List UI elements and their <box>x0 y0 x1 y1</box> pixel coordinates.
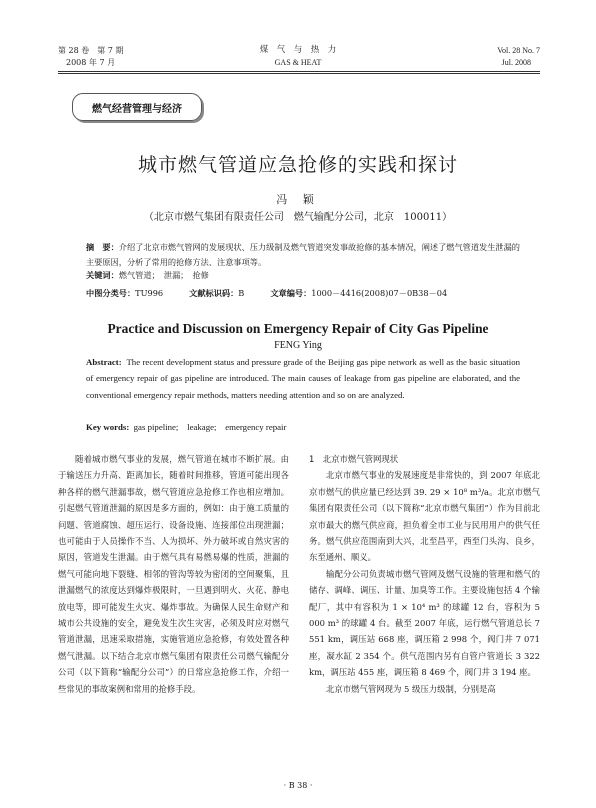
doc-code-value: B <box>238 288 245 298</box>
header-journal-en: GAS & HEAT <box>274 58 322 67</box>
article-title-en: Practice and Discussion on Emergency Repair of City Gas Pipeline <box>107 321 489 336</box>
clc-value: TU996 <box>135 288 164 298</box>
article-title: 城市燃气管道应急抢修的实践和探讨 <box>137 154 458 176</box>
header-volume-en: Vol. 28 No. 7 <box>497 46 540 55</box>
header-rule-bottom <box>58 73 540 74</box>
body-column-right <box>309 451 540 697</box>
article-id-label: 文章编号： <box>270 288 312 298</box>
classification-line <box>86 288 447 299</box>
body-paragraph-2: 输配分公司负责城市燃气管网及燃气设施的管理和燃气的储存、调峰、调压、计量、加臭等工作。主要设施包括 4 个输配厂，其中有容积为 1 × 10⁴ m³ 的球罐 12 台，容积为 5 000 m³ 的球罐 4 台。截至 2007 年底，运行燃气管道总长 7 551 km，调压站 668 座，调压箱 2 998 个，阀门井 7 071 座，凝水缸 2 354 个。供气范围内另有自管户管道长 3 322 km，调压站 455 座，调压箱 8 469 个，阀门井 3 194 座。 <box>309 568 540 678</box>
article-id-value: 1000－4416(2008)07－0B38－04 <box>311 288 448 298</box>
header-volume-cn: 第 28 卷 第 7 期 <box>58 46 124 55</box>
header-date-en: Jul. 2008 <box>501 58 531 67</box>
doc-code-label: 文献标识码： <box>189 288 239 298</box>
abstract-cn-text: 介绍了北京市燃气管网的发展现状、压力级制及燃气管道突发事故抢修的基本情况，阐述了燃气管道发生泄漏的主要原因，分析了常用的抢修方法、注意事项等。 <box>86 242 520 267</box>
keywords-cn-text: 燃气管道； 泄漏； 抢修 <box>118 270 209 280</box>
author-affiliation: （北京市燃气集团有限责任公司 燃气输配分公司，北京 100011） <box>143 212 453 223</box>
body-paragraph-intro: 随着城市燃气事业的发展，燃气管道在城市不断扩展。由于输送压力升高、距离加长，随着时间推移，管道可能出现各种各样的燃气泄漏事故，燃气管道应急抢修工作也相应增加。引起燃气管道泄漏的原因是多方面的，例如：由于施工质量的问题、管道腐蚀、超压运行、设备设施、连接部位出现泄漏；也可能由于人员操作不当、人为损坏、外力破坏或自然灾害的原因，管道发生泄漏。由于燃气具有易燃易爆的性质，泄漏的燃气可能向地下裂缝、相邻的管沟等较为密闭的空间聚集，且泄漏燃气的浓度达到爆炸极限时，一旦遇到明火、火花、静电放电等，即可能发生火灾、爆炸事故。为确保人民生命财产和城市公共设施的安全，避免发生次生灾害，必须及时应对燃气管道泄漏，迅速采取措施，实施管道应急抢修，有效处置各种燃气泄漏。以下结合北京市燃气集团有限责任公司燃气输配分公司（以下简称“输配分公司”）的日常应急抢修工作，介绍一些常见的事故案例和常用的抢修手段。 <box>58 454 289 694</box>
section-heading-1: 1 北京市燃气管网现状 <box>309 454 399 464</box>
header-date-cn: 2008 年 7 月 <box>66 58 116 67</box>
clc-label: 中图分类号： <box>86 288 136 298</box>
author-name: 冯 颖 <box>276 193 320 206</box>
keywords-en <box>86 420 286 433</box>
abstract-en <box>86 354 520 403</box>
header-rule-top <box>58 71 540 72</box>
body-column-left <box>58 451 289 697</box>
header-journal-cn: 煤 气 与 热 力 <box>259 45 337 55</box>
abstract-cn <box>86 240 522 270</box>
keywords-cn <box>86 270 209 281</box>
section-tag <box>72 93 202 121</box>
keywords-en-label: Key words: <box>86 422 130 432</box>
section-tag-label: 燃气经营管理与经济 <box>92 104 182 115</box>
keywords-cn-label: 关键词： <box>86 270 119 280</box>
author-name-en: FENG Ying <box>274 340 322 351</box>
abstract-en-text: The recent development status and pressure grade of the Beijing gas pipe network as well as the basic situation of emergency repair of gas pipeline are introduced. The main causes of leakage from gas pipeline are elaborated, and the conventional emergency repair methods, matters needing attention and so on are analyzed. <box>86 357 520 400</box>
abstract-cn-label: 摘 要： <box>86 242 119 252</box>
body-paragraph-1: 北京市燃气事业的发展速度是非常快的，到 2007 年底北京市燃气的供应量已经达到 39. 29 × 10⁸ m³/a。北京市燃气集团有限责任公司（以下简称“北京市燃气集团”）作为目前北京市最大的燃气供应商，担负着全市工业与民用用户的供气任务。燃气供应范围南到大兴，北至昌平，西至门头沟、良乡，东至通州、顺义。 <box>309 470 540 563</box>
body-paragraph-3: 北京市燃气管网现为 5 级压力级制，分别是高 <box>326 683 496 694</box>
abstract-en-label: Abstract: <box>86 357 122 367</box>
keywords-en-text: gas pipeline; leakage; emergency repair <box>133 422 287 432</box>
page-number: · B 38 · <box>283 781 313 790</box>
